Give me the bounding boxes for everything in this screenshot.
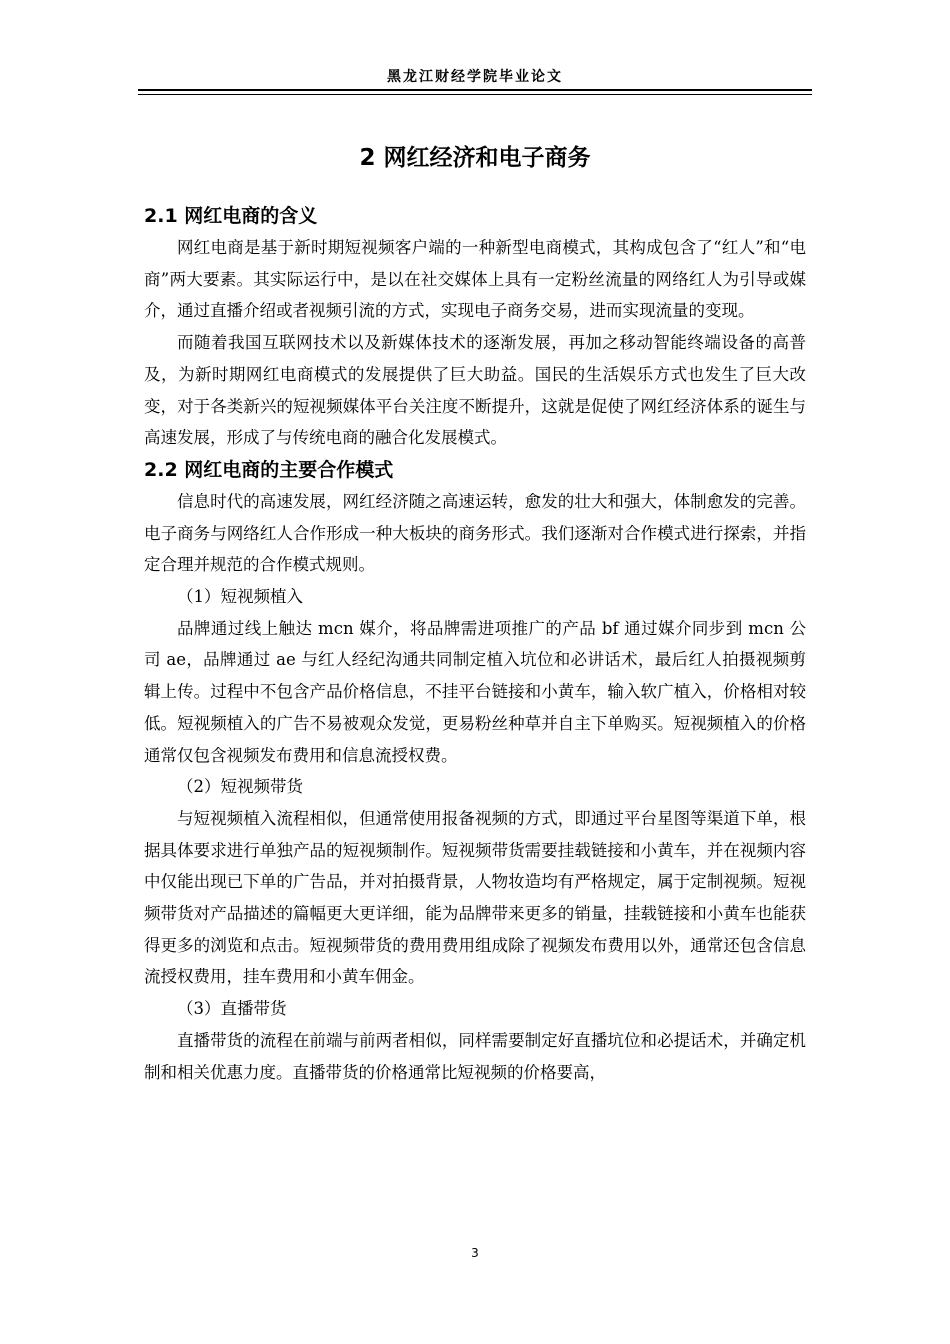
paragraph: 直播带货的流程在前端与前两者相似，同样需要制定好直播坑位和必提话术，并确定机制和相关优惠力度。直播带货的价格通常比短视频的价格要高， — [144, 1030, 806, 1082]
page-number: 3 — [471, 1246, 479, 1260]
page-body — [144, 138, 806, 1088]
running-header: 黑龙江财经学院毕业论文 — [387, 69, 563, 85]
subsection-heading: （1）短视频植入 — [177, 587, 303, 607]
chapter-title: 2 网红经济和电子商务 — [359, 145, 591, 171]
section-title: 2.1 网红电商的含义 — [144, 205, 318, 227]
subsection-heading: （2）短视频带货 — [177, 777, 303, 797]
paragraph: 与短视频植入流程相似，但通常使用报备视频的方式，即通过平台星图等渠道下单，根据具体要求进行单独产品的短视频制作。短视频带货需要挂载链接和小黄车，并在视频内容中仅能出现已下单的广告品，并对拍摄背景，人物妆造均有严格规定，属于定制视频。短视频带货对产品描述的篇幅更大更详细，能为品牌带来更多的销量，挂载链接和小黄车也能获得更多的浏览和点击。短视频带货的费用费用组成除了视频发布费用以外，通常还包含信息流授权费用，挂车费用和小黄车佣金。 — [144, 808, 806, 987]
header-rule-thick — [138, 89, 812, 91]
header-rule-thin — [138, 94, 812, 95]
subsection-heading: （3）直播带货 — [177, 999, 287, 1019]
paragraph: 信息时代的高速发展，网红经济随之高速运转，愈发的壮大和强大，体制愈发的完善。电子商务与网络红人合作形成一种大板块的商务形式。我们逐渐对合作模式进行探索，并指定合理并规范的合作模式规则。 — [144, 491, 806, 575]
paragraph: 网红电商是基于新时期短视频客户端的一种新型电商模式，其构成包含了“红人”和“电商”两大要素。其实际运行中，是以在社交媒体上具有一定粉丝流量的网络红人为引导或媒介，通过直播介绍或者视频引流的方式，实现电子商务交易，进而实现流量的变现。 — [144, 238, 806, 321]
section-title: 2.2 网红电商的主要合作模式 — [144, 458, 394, 481]
paragraph: 而随着我国互联网技术以及新媒体技术的逐渐发展，再加之移动智能终端设备的高普及，为新时期网红电商模式的发展提供了巨大助益。国民的生活娱乐方式也发生了巨大改变，对于各类新兴的短视频媒体平台关注度不断提升，这就是促使了网红经济体系的诞生与高速发展，形成了与传统电商的融合化发展模式。 — [144, 333, 806, 448]
paragraph: 品牌通过线上触达 mcn 媒介，将品牌需进项推广的产品 bf 通过媒介同步到 mcn 公司 ae，品牌通过 ae 与红人经纪沟通共同制定植入坑位和必讲话术，最后红人拍摄视频剪辑上传。过程中不包含产品价格信息，不挂平台链接和小黄车，输入软广植入，价格相对较低。短视频植入的广告不易被观众发觉，更易粉丝种草并自主下单购买。短视频植入的价格通常仅包含视频发布费用和信息流授权费。 — [144, 618, 806, 765]
